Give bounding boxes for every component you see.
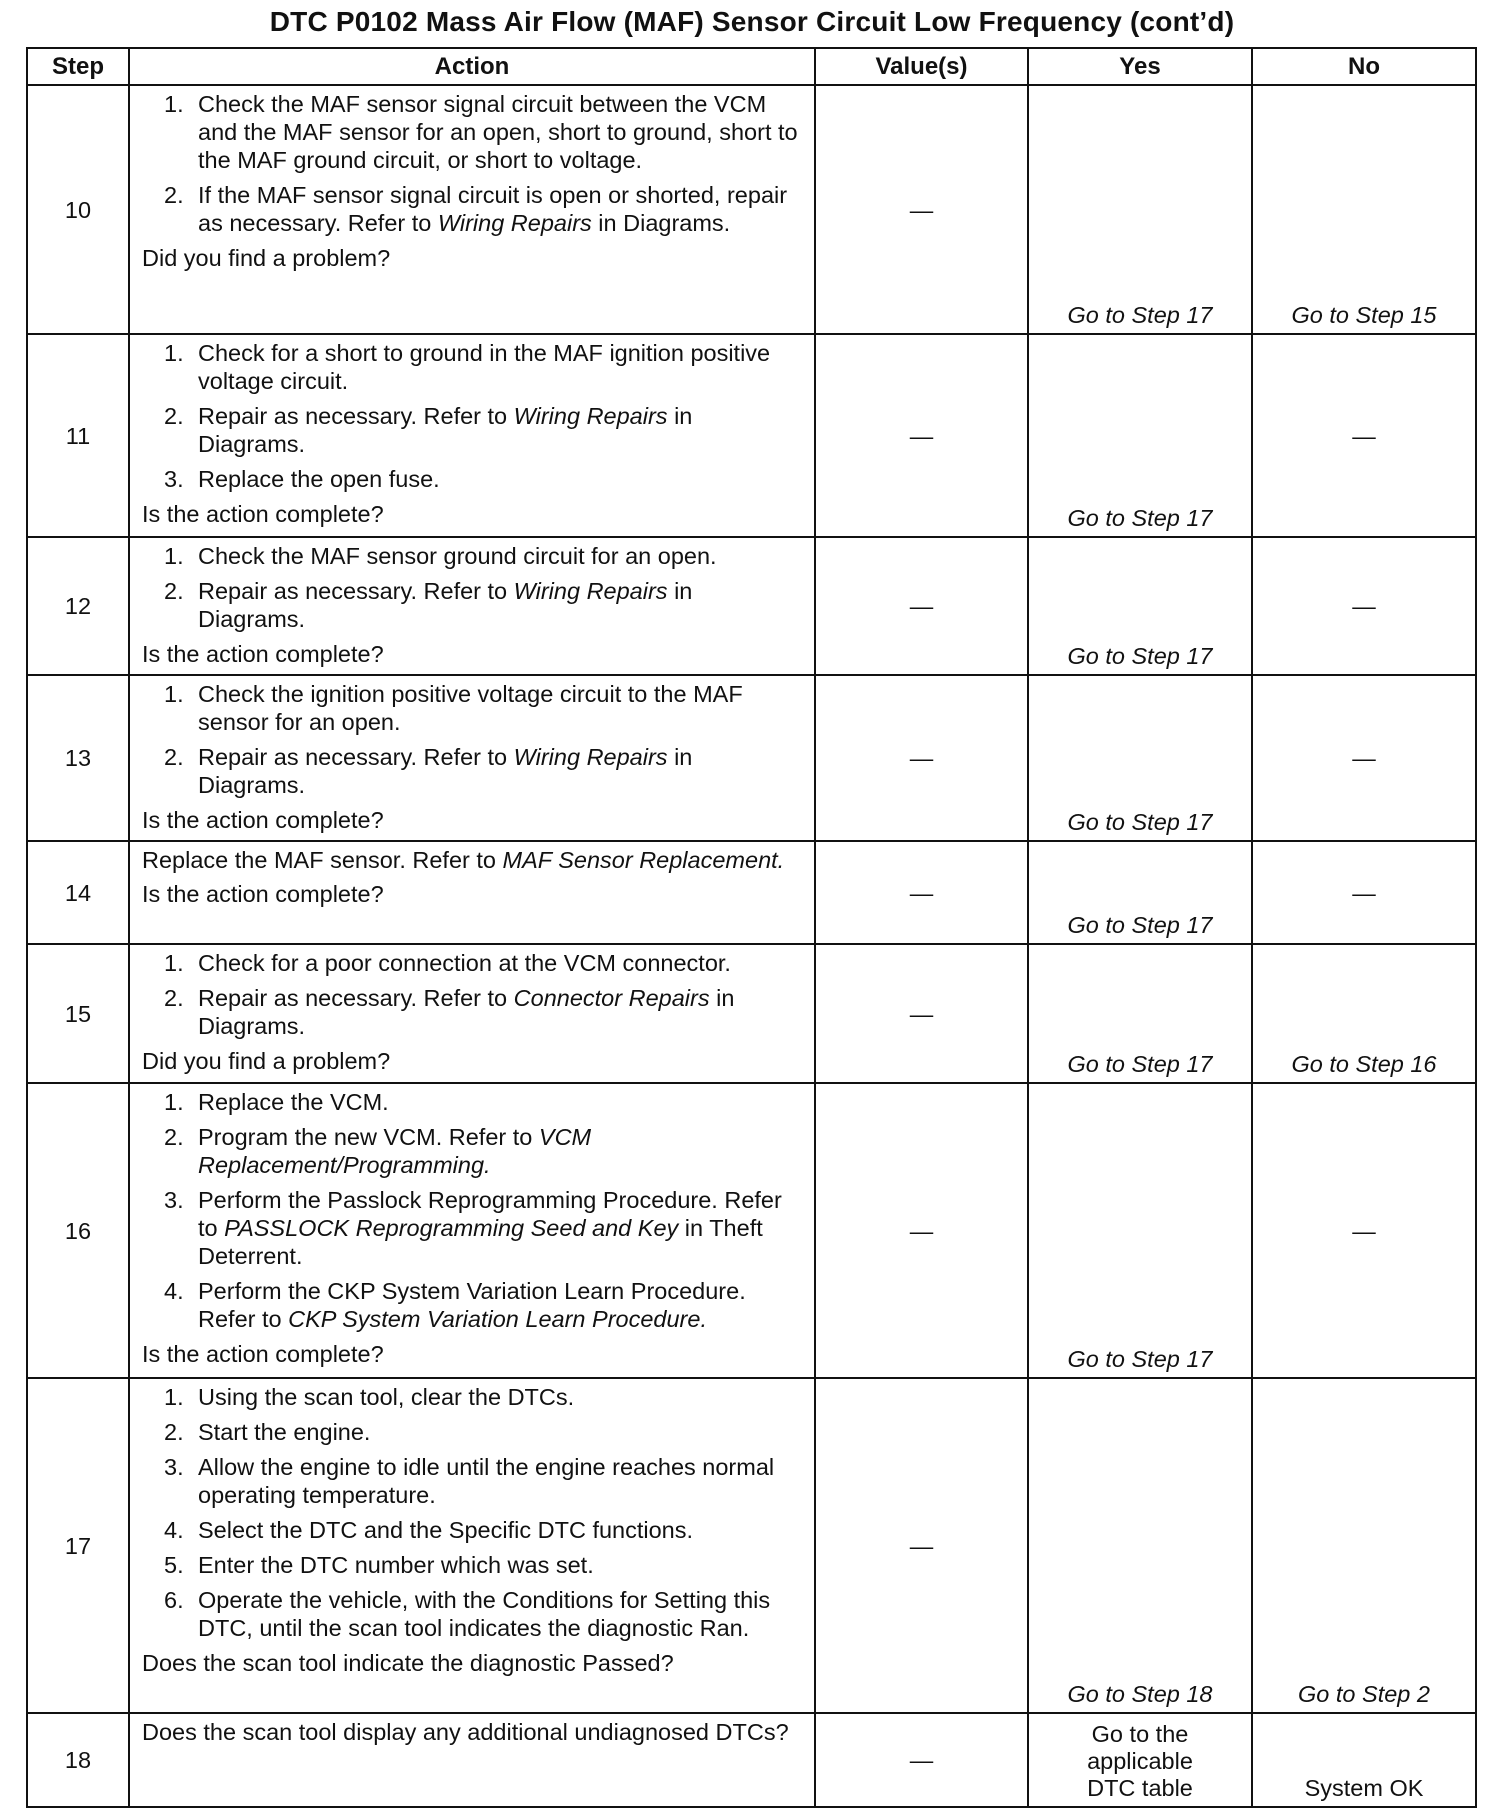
action-step-text: Repair as necessary. Refer to [198, 744, 514, 770]
action-step-text: Check for a poor connection at the VCM connector. [198, 950, 731, 976]
action-step-number: 4. [164, 1278, 184, 1304]
action-step-number: 2. [164, 578, 184, 604]
action-step-text: Perform the Passlock Reprogramming Procedure. Refer to [198, 1187, 782, 1241]
action-step-text: in Diagrams. [198, 744, 693, 798]
action-step-number: 2. [164, 985, 184, 1011]
table-row [27, 1713, 1476, 1807]
action-text [142, 846, 804, 874]
table-row [27, 1083, 1476, 1378]
action-step [142, 181, 804, 237]
reference-link-text: Wiring Repairs [513, 744, 668, 770]
yes-outcome [1028, 1378, 1252, 1713]
yes-outcome-text: Go to Step 17 [1067, 1051, 1213, 1077]
action-step [142, 1551, 804, 1579]
action-step-text: in Diagrams. [198, 985, 735, 1039]
action-question: Did you find a problem? [142, 1048, 391, 1074]
action-steps [142, 680, 804, 799]
action-step-number: 1. [164, 950, 184, 976]
yes-outcome-text: Go to Step 17 [1067, 912, 1213, 938]
reference-link-text: MAF Sensor Replacement. [502, 847, 785, 873]
table-row [27, 675, 1476, 841]
reference-link-text: VCM Replacement/Programming. [198, 1124, 592, 1178]
yes-outcome-text: Go to Step 17 [1067, 1346, 1213, 1372]
reference-link-text: Wiring Repairs [513, 403, 668, 429]
action-step-text: Check for a short to ground in the MAF ignition positive voltage circuit. [198, 340, 771, 394]
action-steps [142, 949, 804, 1040]
reference-link-text: Wiring Repairs [437, 210, 592, 236]
action-step-number: 1. [164, 681, 184, 707]
reference-link-text: CKP System Variation Learn Procedure. [288, 1306, 707, 1332]
action-step-number: 2. [164, 1124, 184, 1150]
action-step [142, 402, 804, 458]
action-step-text: Replace the VCM. [198, 1089, 389, 1115]
no-outcome [1252, 85, 1476, 334]
action-step-text: Check the MAF sensor ground circuit for an open. [198, 543, 717, 569]
action-step-text: Repair as necessary. Refer to [198, 578, 514, 604]
yes-outcome [1028, 537, 1252, 675]
action-step [142, 1123, 804, 1179]
action-step-number: 1. [164, 1384, 184, 1410]
action-step [142, 949, 804, 977]
column-header-yes: Yes [1028, 48, 1252, 85]
action-step-text: Replace the open fuse. [198, 466, 440, 492]
action-question: Is the action complete? [142, 641, 384, 667]
yes-outcome-text: Go to Step 18 [1067, 1681, 1213, 1707]
action-step-text: Allow the engine to idle until the engine reaches normal operating temperature. [198, 1454, 775, 1508]
action-step [142, 1418, 804, 1446]
action-step-number: 1. [164, 340, 184, 366]
no-outcome-text: — [1352, 593, 1376, 619]
action-step-text: Perform the CKP System Variation Learn Procedure. Refer to [198, 1278, 746, 1332]
action-question: Is the action complete? [142, 501, 384, 527]
action-steps [142, 542, 804, 633]
action-steps [142, 90, 804, 237]
value-cell: — [815, 334, 1028, 537]
no-outcome [1252, 1378, 1476, 1713]
yes-outcome-text: Go to Step 17 [1067, 809, 1213, 835]
no-outcome [1252, 334, 1476, 537]
step-number: 17 [27, 1378, 129, 1713]
no-outcome [1252, 675, 1476, 841]
action-steps [142, 1383, 804, 1642]
no-outcome-text: Go to Step 15 [1291, 302, 1437, 328]
yes-outcome-text: Go to Step 17 [1067, 505, 1213, 531]
yes-outcome [1028, 944, 1252, 1083]
step-number: 13 [27, 675, 129, 841]
action-step [142, 1186, 804, 1270]
action-step-number: 1. [164, 543, 184, 569]
action-step-number: 4. [164, 1517, 184, 1543]
yes-outcome [1028, 1713, 1252, 1807]
reference-link-text: PASSLOCK Reprogramming Seed and Key [224, 1215, 679, 1241]
action-step-text: Enter the DTC number which was set. [198, 1552, 594, 1578]
action-step-text: If the MAF sensor signal circuit is open or shorted, repair as necessary. Refer to [198, 182, 788, 236]
reference-link-text: Connector Repairs [513, 985, 710, 1011]
value-cell: — [815, 537, 1028, 675]
action-step-text: in Diagrams. [198, 403, 693, 457]
header-row [27, 48, 1476, 85]
action-text-part: Does the scan tool display any additional undiagnosed DTCs? [142, 1719, 789, 1745]
action-step [142, 984, 804, 1040]
action-question: Did you find a problem? [142, 245, 391, 271]
action-step-text: Operate the vehicle, with the Conditions for Setting this DTC, until the scan tool indicates the diagnostic Ran. [198, 1587, 771, 1641]
action-step-text: in Diagrams. [198, 578, 693, 632]
action-step [142, 1516, 804, 1544]
step-number: 12 [27, 537, 129, 675]
step-number: 10 [27, 85, 129, 334]
no-outcome-text: — [1352, 422, 1376, 449]
value-cell: — [815, 85, 1028, 334]
table-row [27, 334, 1476, 537]
action-step [142, 680, 804, 736]
action-steps [142, 339, 804, 493]
action-cell [129, 1713, 815, 1807]
action-text-part: Replace the MAF sensor. Refer to [142, 847, 503, 873]
action-cell [129, 334, 815, 537]
yes-outcome-text: Go to Step 17 [1067, 643, 1213, 669]
no-outcome [1252, 1083, 1476, 1378]
action-step-text: in Theft Deterrent. [198, 1215, 763, 1269]
step-number: 11 [27, 334, 129, 537]
action-step [142, 465, 804, 493]
yes-outcome [1028, 334, 1252, 537]
step-number: 18 [27, 1713, 129, 1807]
table-row [27, 841, 1476, 944]
value-cell: — [815, 675, 1028, 841]
action-cell [129, 85, 815, 334]
action-question: Is the action complete? [142, 1341, 384, 1367]
action-step-number: 2. [164, 182, 184, 208]
action-step-number: 6. [164, 1587, 184, 1613]
table-row [27, 1378, 1476, 1713]
action-step [142, 339, 804, 395]
table-row [27, 944, 1476, 1083]
action-step [142, 90, 804, 174]
yes-outcome [1028, 675, 1252, 841]
table-row [27, 537, 1476, 675]
action-step [142, 1088, 804, 1116]
action-step-number: 3. [164, 466, 184, 492]
action-step-number: 3. [164, 1454, 184, 1480]
no-outcome [1252, 1713, 1476, 1807]
value-cell: — [815, 1713, 1028, 1807]
dtc-diagnostic-table [26, 47, 1477, 1808]
yes-outcome [1028, 841, 1252, 944]
column-header-no: No [1252, 48, 1476, 85]
yes-outcome-text: Go to the applicable DTC table [1087, 1721, 1193, 1801]
no-outcome-text: — [1352, 1217, 1376, 1244]
action-text [142, 1718, 804, 1746]
yes-outcome-text: Go to Step 17 [1067, 302, 1213, 328]
action-step-text: Check the MAF sensor signal circuit between the VCM and the MAF sensor for an open, short to ground, short to the MAF ground circuit, or short to voltage. [198, 91, 798, 173]
action-step-number: 3. [164, 1187, 184, 1213]
action-cell [129, 537, 815, 675]
no-outcome-text: Go to Step 2 [1298, 1681, 1430, 1707]
action-step [142, 743, 804, 799]
step-number: 15 [27, 944, 129, 1083]
table-body [27, 85, 1476, 1807]
action-step-number: 5. [164, 1552, 184, 1578]
no-outcome-text: Go to Step 16 [1291, 1051, 1437, 1077]
no-outcome [1252, 841, 1476, 944]
action-cell [129, 675, 815, 841]
action-cell [129, 1378, 815, 1713]
action-step-number: 1. [164, 1089, 184, 1115]
step-number: 16 [27, 1083, 129, 1378]
action-question: Is the action complete? [142, 807, 384, 833]
no-outcome-text: — [1352, 879, 1376, 906]
action-step-text: Start the engine. [198, 1419, 371, 1445]
action-step-text: Select the DTC and the Specific DTC functions. [198, 1517, 694, 1543]
value-cell: — [815, 1083, 1028, 1378]
action-question: Is the action complete? [142, 881, 384, 907]
action-step [142, 1277, 804, 1333]
yes-outcome [1028, 85, 1252, 334]
action-step-number: 2. [164, 403, 184, 429]
action-cell [129, 841, 815, 944]
yes-outcome [1028, 1083, 1252, 1378]
column-header-action: Action [129, 48, 815, 85]
action-step-text: Program the new VCM. Refer to [198, 1124, 539, 1150]
no-outcome-text: System OK [1304, 1775, 1424, 1801]
action-step-number: 2. [164, 744, 184, 770]
value-cell: — [815, 841, 1028, 944]
no-outcome [1252, 537, 1476, 675]
action-steps [142, 1088, 804, 1333]
action-step-text: Using the scan tool, clear the DTCs. [198, 1384, 575, 1410]
column-header-step: Step [27, 48, 129, 85]
action-step-number: 1. [164, 91, 184, 117]
reference-link-text: Wiring Repairs [513, 578, 668, 604]
step-number: 14 [27, 841, 129, 944]
action-step-text: Check the ignition positive voltage circuit to the MAF sensor for an open. [198, 681, 743, 735]
action-step [142, 542, 804, 570]
action-step-text: Repair as necessary. Refer to [198, 985, 514, 1011]
action-step [142, 1453, 804, 1509]
action-cell [129, 1083, 815, 1378]
action-step [142, 1383, 804, 1411]
no-outcome-text: — [1352, 745, 1376, 771]
action-step-text: in Diagrams. [591, 210, 731, 236]
value-cell: — [815, 944, 1028, 1083]
page-title: DTC P0102 Mass Air Flow (MAF) Sensor Circuit Low Frequency (cont’d) [269, 6, 1235, 37]
action-cell [129, 944, 815, 1083]
value-cell: — [815, 1378, 1028, 1713]
action-step-text: Repair as necessary. Refer to [198, 403, 514, 429]
action-step [142, 1586, 804, 1642]
table-header [27, 48, 1476, 85]
table-row [27, 85, 1476, 334]
no-outcome [1252, 944, 1476, 1083]
column-header-values: Value(s) [815, 48, 1028, 85]
action-question: Does the scan tool indicate the diagnostic Passed? [142, 1650, 674, 1676]
action-step [142, 577, 804, 633]
action-step-number: 2. [164, 1419, 184, 1445]
